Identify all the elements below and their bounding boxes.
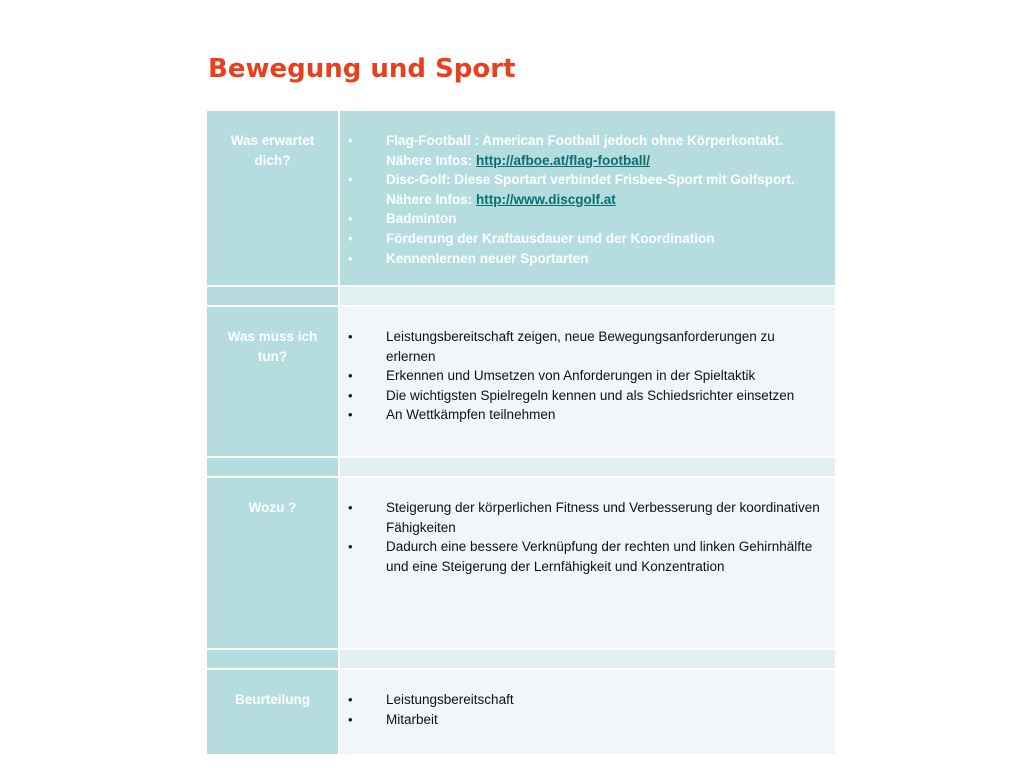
table-row xyxy=(207,111,835,285)
row-label xyxy=(207,307,338,456)
spacer-cell xyxy=(340,650,835,668)
page-title: Bewegung und Sport xyxy=(208,54,516,84)
bullet-icon: • xyxy=(348,692,353,707)
list-item xyxy=(346,209,823,229)
bullet-icon: • xyxy=(348,230,353,246)
list-item xyxy=(346,327,823,366)
list-item-text: Badminton xyxy=(386,211,457,227)
bullet-icon: • xyxy=(348,250,353,266)
list-item-text: Nähere Infos: xyxy=(386,152,477,168)
bullet-icon: • xyxy=(348,387,353,403)
list-item-text: Kennenlernen neuer Sportarten xyxy=(386,250,589,266)
bullet-list xyxy=(346,327,823,425)
row-label-line: dich? xyxy=(254,153,291,168)
table-row xyxy=(207,307,835,456)
discgolf-link[interactable]: http://www.discgolf.at xyxy=(476,191,616,207)
bullet-list xyxy=(346,690,823,729)
bullet-icon: • xyxy=(348,172,353,188)
bullet-icon: • xyxy=(348,539,353,555)
bullet-list xyxy=(346,131,823,268)
list-item-text: Flag-Football : American Football jedoch ohne Körperkontakt. xyxy=(386,133,784,148)
list-item-text: Leistungsbereitschaft zeigen, neue Bewegungsanforderungen zu erlernen xyxy=(386,329,775,364)
list-item xyxy=(346,710,823,730)
spacer-row xyxy=(207,458,835,476)
row-content xyxy=(340,670,835,754)
bullet-icon: • xyxy=(348,133,353,148)
list-item xyxy=(346,190,823,210)
row-label-line: Was muss ich xyxy=(227,329,318,344)
bullet-icon: • xyxy=(348,500,353,515)
list-item-text: Nähere Infos: xyxy=(386,191,477,207)
list-item xyxy=(346,151,823,171)
row-content xyxy=(340,111,835,285)
list-item-text: Erkennen und Umsetzen von Anforderungen in der Spieltaktik xyxy=(386,368,756,384)
row-label-line: Wozu ? xyxy=(248,500,297,515)
bullet-icon: • xyxy=(348,407,353,423)
spacer-row xyxy=(207,650,835,668)
list-item-text: Dadurch eine bessere Verknüpfung der rechten und linken Gehirnhälfte und eine Steigerung der Lernfähigkeit und Konzentration xyxy=(386,539,813,574)
list-item xyxy=(346,170,823,190)
spacer-cell xyxy=(207,650,338,668)
list-item-text: Mitarbeit xyxy=(386,711,438,727)
list-item xyxy=(346,386,823,406)
list-item xyxy=(346,366,823,386)
bullet-list xyxy=(346,498,823,576)
row-label-line: tun? xyxy=(257,349,288,364)
bullet-icon: • xyxy=(348,329,353,344)
list-item xyxy=(346,229,823,249)
list-item xyxy=(346,249,823,269)
list-item-text: Förderung der Kraftausdauer und der Koordination xyxy=(386,230,715,246)
list-item-text: Steigerung der körperlichen Fitness und Verbesserung der koordinativen Fähigkeiten xyxy=(386,500,820,535)
list-item-text: Disc-Golf: Diese Sportart verbindet Frisbee-Sport mit Golfsport. xyxy=(386,172,795,188)
table-row xyxy=(207,670,835,754)
list-item-text: Die wichtigsten Spielregeln kennen und als Schiedsrichter einsetzen xyxy=(386,387,795,403)
row-label xyxy=(207,478,338,648)
bullet-icon: • xyxy=(348,711,353,727)
spacer-cell xyxy=(340,287,835,305)
row-label xyxy=(207,670,338,754)
bullet-icon: • xyxy=(348,368,353,384)
row-label-line: Beurteilung xyxy=(234,692,310,707)
list-item xyxy=(346,405,823,425)
spacer-row xyxy=(207,287,835,305)
info-table xyxy=(205,109,837,756)
table-row xyxy=(207,478,835,648)
list-item xyxy=(346,131,823,151)
row-label xyxy=(207,111,338,285)
flag-football-link[interactable]: http://afboe.at/flag-football/ xyxy=(476,152,651,168)
row-label-line: Was erwartet xyxy=(230,133,315,148)
list-item-text: An Wettkämpfen teilnehmen xyxy=(386,407,556,423)
list-item xyxy=(346,690,823,710)
list-item xyxy=(346,498,823,537)
row-content xyxy=(340,307,835,456)
list-item xyxy=(346,537,823,576)
row-content xyxy=(340,478,835,648)
list-item-text: Leistungsbereitschaft xyxy=(386,692,514,707)
spacer-cell xyxy=(207,287,338,305)
spacer-cell xyxy=(340,458,835,476)
bullet-icon: • xyxy=(348,211,353,227)
spacer-cell xyxy=(207,458,338,476)
